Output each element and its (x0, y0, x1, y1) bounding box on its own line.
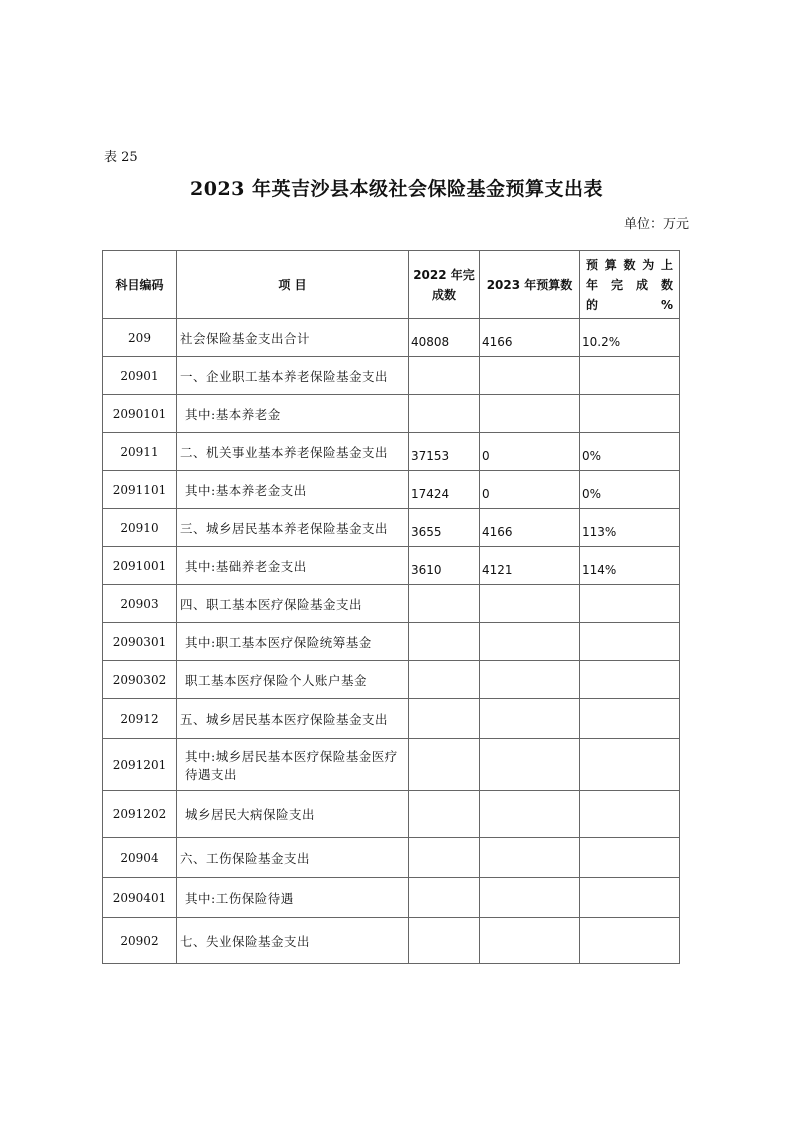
cell-item: 四、职工基本医疗保险基金支出 (177, 585, 409, 623)
cell-item: 其中:城乡居民基本医疗保险基金医疗 待遇支出 (177, 739, 409, 791)
cell-actual-2022 (409, 395, 480, 433)
cell-actual-2022: 3655 (409, 509, 480, 547)
cell-budget-2023 (480, 585, 580, 623)
cell-item: 三、城乡居民基本养老保险基金支出 (177, 509, 409, 547)
table-row (103, 661, 680, 699)
cell-pct (580, 699, 680, 739)
cell-actual-2022: 3610 (409, 547, 480, 585)
table-row (103, 838, 680, 878)
cell-code: 20911 (103, 433, 177, 471)
table-row (103, 319, 680, 357)
cell-item: 六、工伤保险基金支出 (177, 838, 409, 878)
cell-actual-2022 (409, 878, 480, 918)
cell-pct: 0% (580, 433, 680, 471)
cell-pct (580, 585, 680, 623)
table-body (103, 319, 680, 964)
cell-pct: 10.2% (580, 319, 680, 357)
cell-pct (580, 357, 680, 395)
cell-actual-2022: 17424 (409, 471, 480, 509)
cell-code: 2091101 (103, 471, 177, 509)
cell-pct: 114% (580, 547, 680, 585)
cell-item: 其中:基础养老金支出 (177, 547, 409, 585)
cell-pct (580, 838, 680, 878)
table-row (103, 878, 680, 918)
cell-budget-2023: 4166 (480, 319, 580, 357)
cell-pct: 0% (580, 471, 680, 509)
budget-table (102, 250, 680, 964)
cell-actual-2022 (409, 918, 480, 964)
cell-item: 其中:职工基本医疗保险统筹基金 (177, 623, 409, 661)
cell-actual-2022 (409, 357, 480, 395)
cell-pct (580, 791, 680, 838)
cell-pct (580, 878, 680, 918)
table-row (103, 547, 680, 585)
cell-code: 2091202 (103, 791, 177, 838)
cell-code: 2090401 (103, 878, 177, 918)
table-row (103, 791, 680, 838)
cell-budget-2023 (480, 838, 580, 878)
cell-actual-2022 (409, 791, 480, 838)
cell-code: 20910 (103, 509, 177, 547)
cell-budget-2023 (480, 791, 580, 838)
cell-code: 20901 (103, 357, 177, 395)
cell-budget-2023 (480, 878, 580, 918)
cell-item: 职工基本医疗保险个人账户基金 (177, 661, 409, 699)
cell-code: 2091201 (103, 739, 177, 791)
cell-pct (580, 661, 680, 699)
cell-code: 209 (103, 319, 177, 357)
cell-budget-2023 (480, 623, 580, 661)
table-row (103, 509, 680, 547)
cell-budget-2023 (480, 918, 580, 964)
cell-code: 2090101 (103, 395, 177, 433)
cell-actual-2022 (409, 699, 480, 739)
cell-code: 2091001 (103, 547, 177, 585)
cell-budget-2023 (480, 395, 580, 433)
cell-code: 20912 (103, 699, 177, 739)
header-item: 项 目 (177, 251, 409, 319)
cell-item: 一、企业职工基本养老保险基金支出 (177, 357, 409, 395)
table-row (103, 739, 680, 791)
cell-item: 其中:基本养老金支出 (177, 471, 409, 509)
cell-item: 其中:基本养老金 (177, 395, 409, 433)
page-title: 2023 年英吉沙县本级社会保险基金预算支出表 (190, 178, 603, 200)
cell-code: 20903 (103, 585, 177, 623)
cell-code: 2090301 (103, 623, 177, 661)
table-row (103, 585, 680, 623)
cell-code: 20904 (103, 838, 177, 878)
table-header-row (103, 251, 680, 319)
cell-actual-2022 (409, 585, 480, 623)
cell-code: 2090302 (103, 661, 177, 699)
cell-actual-2022: 40808 (409, 319, 480, 357)
cell-item: 五、城乡居民基本医疗保险基金支出 (177, 699, 409, 739)
cell-budget-2023 (480, 699, 580, 739)
cell-budget-2023 (480, 739, 580, 791)
cell-budget-2023: 4121 (480, 547, 580, 585)
cell-pct (580, 395, 680, 433)
header-actual-2022: 2022 年完成数 (409, 251, 480, 319)
table-row (103, 918, 680, 964)
header-pct: 预 算 数 为 上 年 完 成 数 的% (580, 251, 680, 319)
cell-actual-2022 (409, 623, 480, 661)
unit-label: 单位：万元 (623, 217, 689, 232)
cell-budget-2023 (480, 357, 580, 395)
cell-pct (580, 918, 680, 964)
cell-budget-2023: 0 (480, 433, 580, 471)
table-number-label: 表 25 (104, 150, 138, 165)
cell-item: 二、机关事业基本养老保险基金支出 (177, 433, 409, 471)
table-row (103, 395, 680, 433)
cell-item: 社会保险基金支出合计 (177, 319, 409, 357)
cell-code: 20902 (103, 918, 177, 964)
table-row (103, 623, 680, 661)
table-row (103, 433, 680, 471)
table-row (103, 699, 680, 739)
cell-item: 城乡居民大病保险支出 (177, 791, 409, 838)
cell-budget-2023: 4166 (480, 509, 580, 547)
cell-item: 其中:工伤保险待遇 (177, 878, 409, 918)
cell-actual-2022: 37153 (409, 433, 480, 471)
table-row (103, 357, 680, 395)
cell-item: 七、失业保险基金支出 (177, 918, 409, 964)
header-budget-2023: 2023 年预算数 (480, 251, 580, 319)
cell-actual-2022 (409, 661, 480, 699)
cell-budget-2023: 0 (480, 471, 580, 509)
cell-pct (580, 739, 680, 791)
cell-actual-2022 (409, 838, 480, 878)
cell-budget-2023 (480, 661, 580, 699)
cell-actual-2022 (409, 739, 480, 791)
cell-pct: 113% (580, 509, 680, 547)
table-row (103, 471, 680, 509)
cell-pct (580, 623, 680, 661)
header-code: 科目编码 (103, 251, 177, 319)
